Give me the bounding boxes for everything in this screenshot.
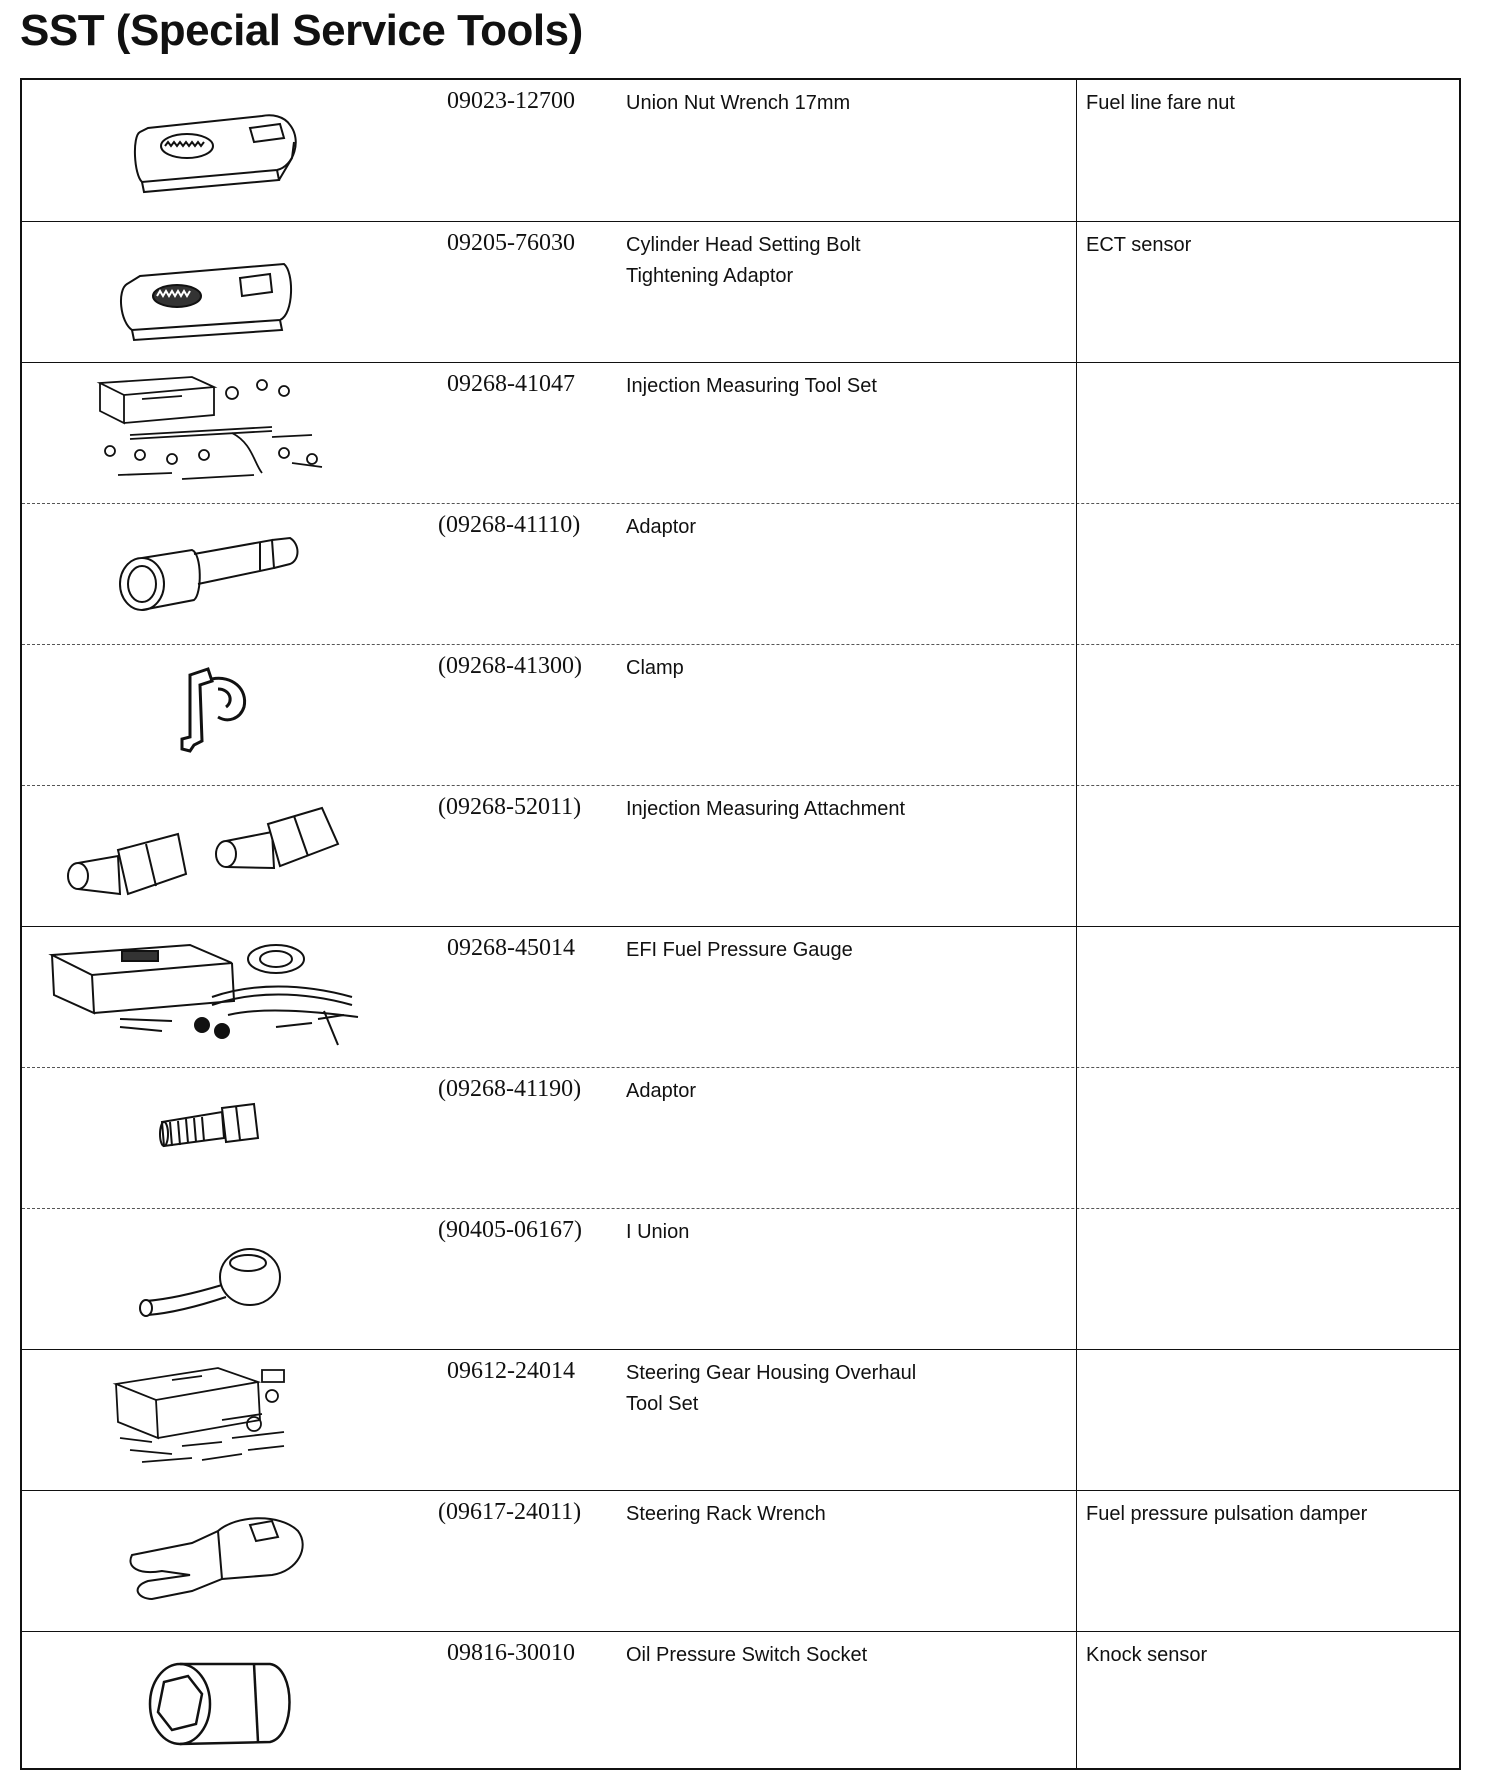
table-row (22, 503, 1459, 644)
tool-name: Adaptor (626, 1080, 697, 1102)
part-number: 09023-12700 (447, 88, 575, 114)
table-row (22, 1208, 1459, 1349)
i-union-icon (22, 1209, 422, 1350)
tool-name: Injection Measuring Attachment (626, 798, 906, 820)
union-nut-wrench-icon (22, 80, 422, 221)
tool-name: EFI Fuel Pressure Gauge (626, 939, 853, 961)
part-number: (09268-41300) (438, 653, 582, 679)
adaptor-icon (22, 504, 422, 645)
tool-name: Steering Rack Wrench (626, 1503, 826, 1525)
part-number: 09268-45014 (447, 935, 575, 961)
table-row (22, 1349, 1459, 1490)
tool-name: Clamp (626, 657, 684, 679)
table-row (22, 1490, 1459, 1631)
tool-set-case-icon (22, 363, 422, 504)
measuring-attachment-icon (22, 786, 422, 927)
table-row (22, 221, 1459, 362)
bolt-adaptor-icon (22, 1068, 422, 1209)
tool-name: Union Nut Wrench 17mm (626, 92, 851, 114)
tightening-adaptor-icon (22, 222, 422, 363)
part-number: 09816-30010 (447, 1640, 575, 1666)
table-row (22, 80, 1459, 221)
part-number: (09268-52011) (438, 794, 582, 820)
tool-name: Adaptor (626, 516, 697, 538)
tool-name: Oil Pressure Switch Socket (626, 1644, 868, 1666)
table-row (22, 1631, 1459, 1772)
part-number: (09268-41110) (438, 512, 581, 538)
tool-note: Fuel line fare nut (1086, 92, 1235, 114)
column-divider (1076, 80, 1077, 1768)
part-number: 09205-76030 (447, 230, 575, 256)
part-number: (09268-41190) (438, 1076, 582, 1102)
part-number: (90405-06167) (438, 1217, 582, 1243)
tool-note: ECT sensor (1086, 234, 1192, 256)
tool-name: Cylinder Head Setting Bolt Tightening Adaptor (626, 234, 861, 287)
tool-note: Knock sensor (1086, 1644, 1208, 1666)
sst-table (20, 78, 1461, 1770)
tool-name: Steering Gear Housing Overhaul Tool Set (626, 1362, 917, 1415)
tool-name: Injection Measuring Tool Set (626, 375, 877, 397)
pressure-gauge-set-icon (22, 927, 422, 1068)
table-row (22, 1067, 1459, 1208)
table-row (22, 644, 1459, 785)
clamp-icon (22, 645, 422, 786)
rack-wrench-icon (22, 1491, 422, 1632)
tool-note: Fuel pressure pulsation damper (1086, 1503, 1368, 1525)
socket-icon (22, 1632, 422, 1773)
table-row (22, 785, 1459, 926)
part-number: 09268-41047 (447, 371, 575, 397)
table-row (22, 362, 1459, 503)
table-row (22, 926, 1459, 1067)
tool-name: I Union (626, 1221, 690, 1243)
page-title: SST (Special Service Tools) (20, 6, 583, 55)
overhaul-tool-set-icon (22, 1350, 422, 1491)
part-number: 09612-24014 (447, 1358, 575, 1384)
part-number: (09617-24011) (438, 1499, 582, 1525)
